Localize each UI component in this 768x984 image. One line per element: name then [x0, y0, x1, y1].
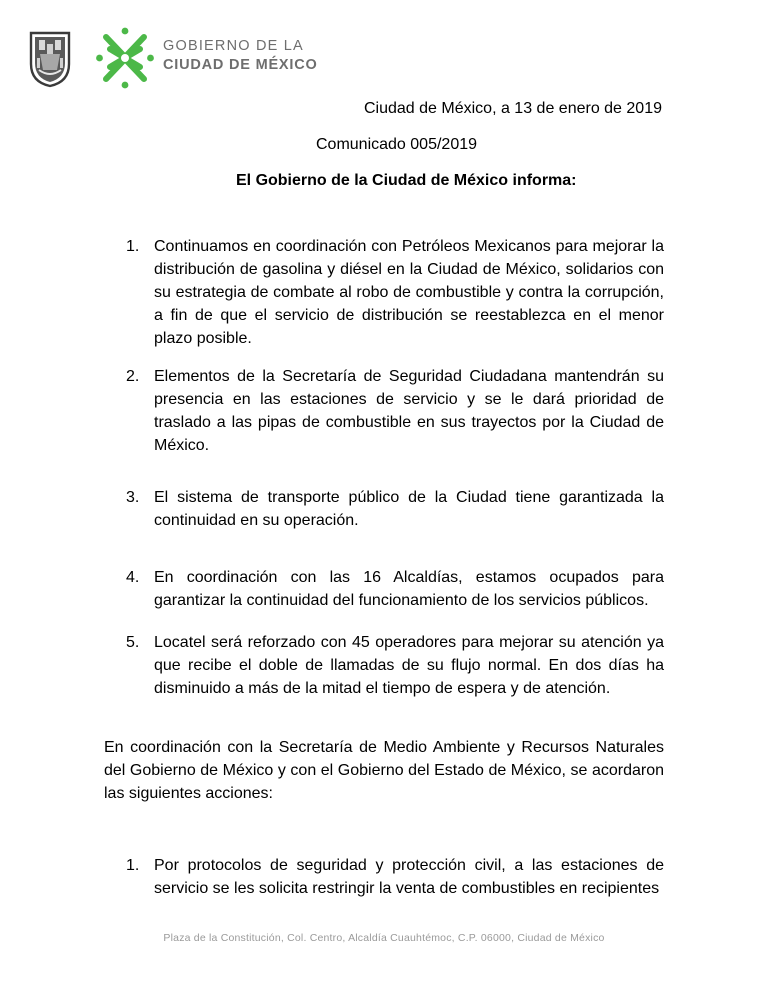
dateline: Ciudad de México, a 13 de enero de 2019	[364, 100, 662, 117]
item-number: 2.	[126, 368, 140, 385]
footer-address: Plaza de la Constitución, Col. Centro, Alcaldía Cuauhtémoc, C.P. 06000, Ciudad de México	[163, 932, 605, 944]
communique-number: Comunicado 005/2019	[316, 136, 478, 153]
item-text: Continuamos en coordinación con Petróleos Mexicanos para mejorar la distribución de gasolina y diésel en la Ciudad de México, solidarios con su estrategia de combate al robo de combustible y contra la corrupción, a fin de que el servicio de distribución se reestablezca en el menor plazo posible.	[154, 238, 664, 347]
item-text: Locatel será reforzado con 45 operadores para mejorar su atención ya que recibe el doble de llamadas de su flujo normal. En dos días ha disminuido a más de la mitad el tiempo de espera y de atención.	[154, 634, 664, 697]
item-text: Por protocolos de seguridad y protección civil, a las estaciones de servicio se les solicita restringir la venta de combustibles en recipientes	[154, 857, 664, 897]
body-paragraph: En coordinación con la Secretaría de Medio Ambiente y Recursos Naturales del Gobierno de México y con el Gobierno del Estado de México, se acordaron las siguientes acciones:	[104, 739, 664, 802]
item-number: 3.	[126, 489, 140, 506]
item-number: 4.	[126, 569, 140, 586]
item-number: 1.	[126, 238, 140, 255]
item-number: 5.	[126, 634, 140, 651]
government-logo-text	[163, 39, 318, 72]
cdmx-x-logo-icon	[96, 27, 154, 89]
item-text: En coordinación con las 16 Alcaldías, estamos ocupados para garantizar la continuidad del funcionamiento de los servicios públicos.	[154, 569, 664, 609]
item-text: Elementos de la Secretaría de Seguridad Ciudadana mantendrán su presencia en las estaciones de servicio y se le dará prioridad de traslado a las pipas de combustible en sus trayectos por la Ciudad de México.	[154, 368, 664, 454]
document-heading: El Gobierno de la Ciudad de México informa:	[236, 172, 577, 189]
item-text: El sistema de transporte público de la Ciudad tiene garantizada la continuidad en su operación.	[154, 489, 664, 529]
coat-of-arms-icon	[28, 30, 72, 88]
logo-line-1: GOBIERNO DE LA	[163, 38, 304, 54]
item-number: 1.	[126, 857, 140, 874]
logo-line-2: CIUDAD DE MÉXICO	[163, 56, 318, 73]
